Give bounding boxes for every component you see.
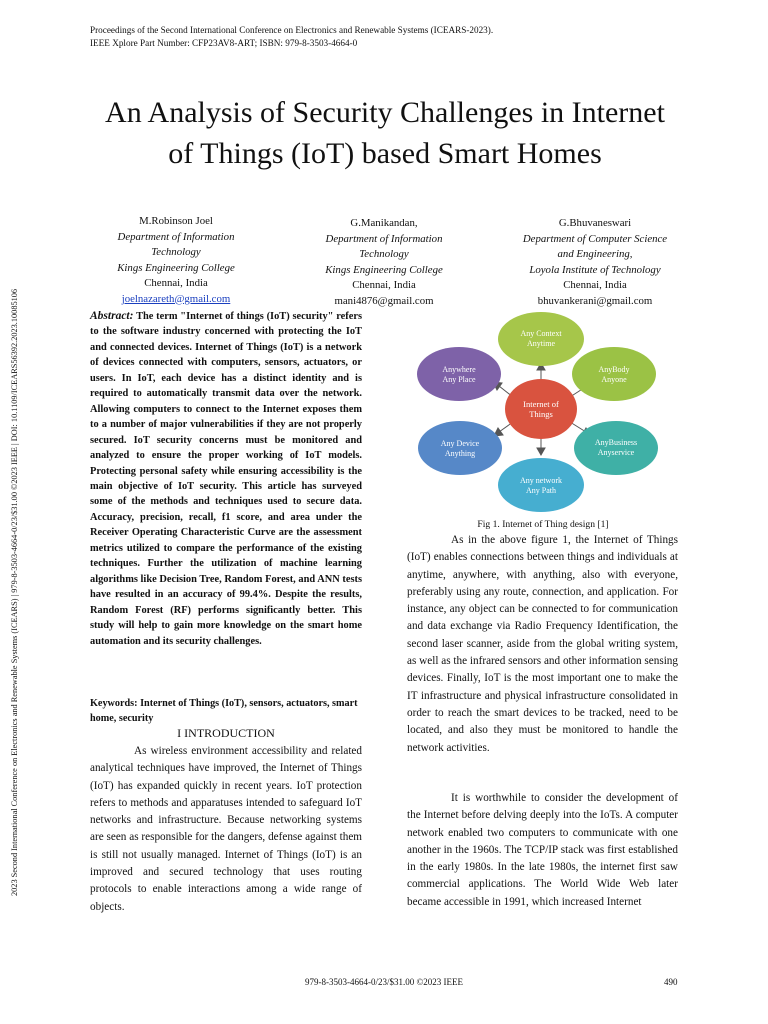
author-department: Department of Computer Science	[522, 232, 668, 245]
node-anybody-line2: Anyone	[601, 375, 627, 384]
author-city: Chennai, India	[563, 279, 627, 291]
node-anybusiness-line2: Anyservice	[597, 448, 635, 457]
author-name: G.Bhuvaneswari	[558, 217, 632, 229]
section-heading-introduction: I INTRODUCTION	[177, 726, 275, 740]
header-line-1: Proceedings of the Second International Conference on Electronics and Renewable Systems (ICEARS-2023).	[90, 25, 494, 35]
author-block-3	[505, 216, 685, 309]
node-any-device-line2: Anything	[444, 449, 476, 458]
author-department: Department of Information	[325, 232, 443, 245]
node-anybody-line1: AnyBody	[598, 365, 630, 374]
center-line1: Internet of	[523, 399, 559, 409]
author-department-cont: Technology	[359, 248, 409, 260]
author-department: Department of Information	[117, 230, 235, 243]
node-any-network-line1: Any network	[520, 476, 562, 485]
node-any-context-line2: Anytime	[527, 339, 555, 348]
node-internet-of-things-center	[505, 379, 577, 439]
footer-isbn: 979-8-3503-4664-0/23/$31.00 ©2023 IEEE	[304, 977, 464, 987]
figure-iot-design	[407, 310, 679, 514]
author-institution: Kings Engineering College	[325, 263, 443, 276]
node-any-context-line1: Any Context	[520, 329, 562, 338]
abstract	[90, 309, 362, 649]
right-column-paragraph-2	[407, 790, 678, 911]
header-line-2: IEEE Xplore Part Number: CFP23AV8-ART; ISBN: 979-8-3503-4664-0	[90, 38, 358, 48]
node-any-network	[498, 458, 584, 512]
conference-header	[90, 24, 493, 50]
author-email: mani4876@gmail.com	[334, 294, 434, 307]
node-anybusiness-line1: AnyBusiness	[594, 438, 638, 447]
node-any-network-line2: Any Path	[526, 486, 556, 495]
iot-diagram	[407, 310, 679, 514]
author-block-2	[304, 216, 464, 309]
author-city: Chennai, India	[352, 279, 416, 291]
node-anywhere-line1: Anywhere	[442, 365, 476, 374]
author-institution: Kings Engineering College	[117, 261, 235, 274]
center-line2: Things	[529, 409, 553, 419]
abstract-label: Abstract:	[90, 310, 134, 322]
keywords: Keywords: Internet of Things (IoT), sensors, actuators, smart home, security	[90, 698, 358, 724]
node-any-context	[498, 312, 584, 366]
figure-caption: Fig 1. Internet of Thing design [1]	[477, 519, 609, 530]
node-anywhere	[417, 347, 501, 401]
author-department-cont: and Engineering,	[557, 248, 633, 260]
right-column-paragraph-1	[407, 532, 678, 757]
author-email-link[interactable]: joelnazareth@gmail.com	[121, 292, 231, 305]
author-block-1	[96, 214, 256, 307]
abstract-text: The term "Internet of things (IoT) security" refers to the software industry concerned with protecting the IoT and connected devices. Internet of Things (IoT) is a network of devices connected with computers, sensors, actuators, or users. In IoT, each device has a distinct identity and is required to automatically transmit data over the network. Allowing computers to connect to the Internet exposes them to a number of major vulnerabilities if they are not properly secured. IoT security concerns must be monitored and analyzed to ensure the proper working of IoT models. Protecting personal safety while ensuring accessibility is the main objective of IoT security. This article has surveyed some of the methods and techniques used to secure data. Accuracy, precision, recall, f1 score, and area under the Receiver Operating Characteristic Curve are the assessment metrics utilized to compare the performance of the existing techniques. Further the utilization of machine learning algorithms like Decision Tree, Random Forest, and ANN tests have resulted in an accuracy of 99.4%. Despite the results, Random Forest (RF) performs significantly better. This study will help to gain more knowledge on the smart home automation and its security challenges.	[90, 311, 362, 647]
node-anybusiness	[574, 421, 658, 475]
author-department-cont: Technology	[151, 246, 201, 258]
side-margin-citation: 2023 Second International Conference on Electronics and Renewable Systems (ICEARS) | 979-8-3503-4664-0/23/$31.00 ©2023 IEEE | DOI: 10.1109/ICEARS56392.2023.10085106	[10, 288, 19, 896]
title-line-2: of Things (IoT) based Smart Homes	[168, 137, 602, 170]
node-any-device-line1: Any Device	[440, 439, 480, 448]
paper-title	[80, 92, 690, 174]
intro-paragraph: As wireless environment accessibility and related analytical techniques have improved, the Internet of Things (IoT) has expanded quickly in recent years. IoT protection refers to methods and apparatuses intended to safeguard IoT networks and infrastructure. Because networking systems are seen as responsible for the dangers, defense against them is still not usually managed. Internet of Things (IoT) is an improved and secured technology that uses routing protocols to enable interactions among a wide range of objects.	[90, 745, 362, 913]
node-anywhere-line2: Any Place	[442, 375, 476, 384]
node-any-device	[418, 421, 502, 475]
author-name: G.Manikandan,	[350, 217, 418, 229]
author-city: Chennai, India	[144, 277, 208, 289]
author-institution: Loyola Institute of Technology	[529, 263, 661, 276]
right-paragraph-1-text: As in the above figure 1, the Internet of Things (IoT) enables connections between things and individuals at anytime, anywhere, with anything, also with everyone, preferably using any route, connection, and application. For instance, any object can be connected to for communication and data exchange via Radio Frequency Identification, the second laser scanner, aside from the global writing system, as well as the infrared sensors and other information sensing devices. Finally, IoT is the most important one to make the IT infrastructure and physical infrastructure consolidated in order to reach the smart devices to be tracked, need to be located, and also they must be monitored to handle the network activities.	[407, 534, 678, 754]
author-email: bhuvankerani@gmail.com	[537, 294, 653, 307]
node-anybody	[572, 347, 656, 401]
title-line-1: An Analysis of Security Challenges in Internet	[105, 96, 665, 129]
author-name: M.Robinson Joel	[139, 215, 213, 227]
right-paragraph-2-text: It is worthwhile to consider the development of the Internet before delving deeply into the IoTs. A computer network enabled two computers to communicate with one another in the 1960s. The TCP/IP stack was first established in the early 1980s. In the late 1980s, the internet first saw commercial applications. The World Wide Web later became accessible in 1991, which increased Internet	[407, 792, 678, 908]
introduction-left-column	[90, 743, 362, 916]
page-number: 490	[664, 977, 678, 987]
